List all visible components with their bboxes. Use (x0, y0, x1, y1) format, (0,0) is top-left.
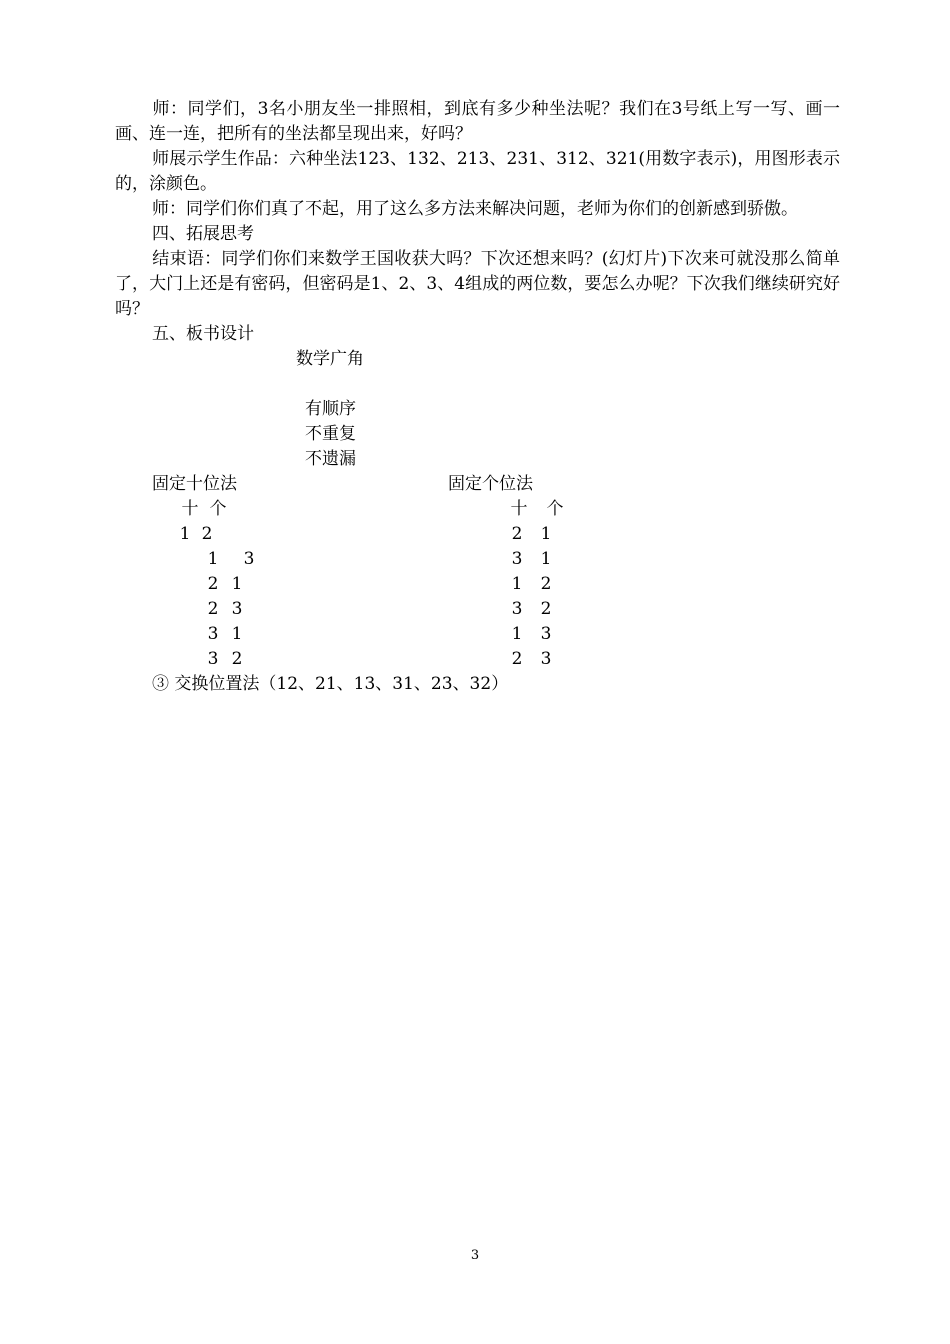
right-row-1-ones: 1 (540, 524, 552, 544)
right-row-3-ones: 2 (540, 574, 552, 594)
left-row-4-tens: 2 (207, 599, 219, 619)
left-row-3-tens: 2 (207, 574, 219, 594)
left-row-4-ones: 3 (231, 599, 243, 619)
paragraph-teacher-praise: 师：同学们你们真了不起，用了这么多方法来解决问题，老师为你们的创新感到骄傲。 (152, 199, 798, 219)
principle-no-repeat: 不重复 (305, 424, 356, 444)
right-row-1-tens: 2 (511, 524, 523, 544)
left-row-6-ones: 2 (231, 649, 243, 669)
section-heading-extension: 四、拓展思考 (152, 224, 254, 244)
board-title: 数学广角 (296, 349, 364, 369)
right-col-ones-label: 个 (546, 499, 564, 519)
right-row-4-tens: 3 (511, 599, 523, 619)
left-method-heading: 固定十位法 (152, 474, 237, 494)
left-row-5-tens: 3 (207, 624, 219, 644)
right-row-4-ones: 2 (540, 599, 552, 619)
method-swap-positions: ③ 交换位置法（12、21、13、31、23、32） (152, 674, 509, 694)
left-row-5-ones: 1 (231, 624, 243, 644)
right-row-3-tens: 1 (511, 574, 523, 594)
right-row-5-ones: 3 (540, 624, 552, 644)
right-row-2-tens: 3 (511, 549, 523, 569)
principle-ordered: 有顺序 (305, 399, 356, 419)
left-row-6-tens: 3 (207, 649, 219, 669)
left-row-3-ones: 1 (231, 574, 243, 594)
left-row-2-ones: 3 (243, 549, 255, 569)
left-row-2-tens: 1 (207, 549, 219, 569)
left-col-ones-label: 个 (209, 499, 227, 519)
right-row-6-ones: 3 (540, 649, 552, 669)
paragraph-teacher-question: 师：同学们，3名小朋友坐一排照相，到底有多少种坐法呢？我们在3号纸上写一写、画一画、连一连，把所有的坐法都呈现出来，好吗？ (115, 99, 840, 144)
section-heading-board-design: 五、板书设计 (152, 324, 254, 344)
principle-no-omission: 不遗漏 (305, 449, 356, 469)
right-row-5-tens: 1 (511, 624, 523, 644)
left-row-1-ones: 2 (201, 524, 213, 544)
paragraph-student-work: 师展示学生作品：六种坐法123、132、213、231、312、321(用数字表示)，用图形表示的，涂颜色。 (115, 149, 840, 194)
left-col-tens-label: 十 (181, 499, 199, 519)
paragraph-closing: 结束语：同学们你们来数学王国收获大吗？下次还想来吗？(幻灯片)下次来可就没那么简单了，大门上还是有密码，但密码是1、2、3、4组成的两位数，要怎么办呢？下次我们继续研究好吗？ (115, 249, 840, 319)
left-row-1-tens: 1 (179, 524, 191, 544)
right-col-tens-label: 十 (510, 499, 528, 519)
right-method-heading: 固定个位法 (448, 474, 533, 494)
right-row-2-ones: 1 (540, 549, 552, 569)
right-row-6-tens: 2 (511, 649, 523, 669)
page-number: 3 (470, 1248, 480, 1263)
